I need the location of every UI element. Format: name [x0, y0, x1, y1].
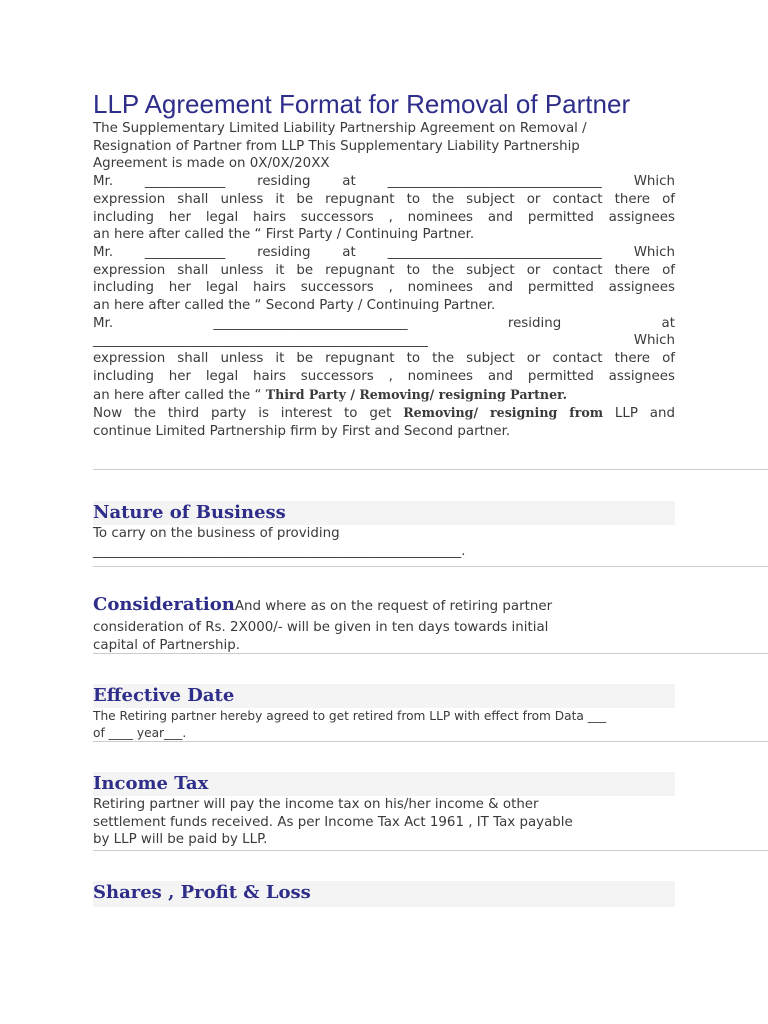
party-line: including her legal hairs successors , nominees and permitted assignees [93, 280, 675, 296]
document-body [93, 88, 675, 441]
section-heading: Effective Date [93, 685, 235, 706]
mr-label: Mr. [93, 315, 114, 331]
party-line: Mr. ____________ residing at ________________________________ Which [93, 174, 675, 190]
divider [93, 850, 768, 851]
divider [93, 469, 768, 470]
now-bold-text: Removing/ resigning from [403, 405, 604, 421]
party-line [93, 315, 675, 333]
party-line [93, 386, 675, 405]
section-text: by LLP will be paid by LLP. [93, 832, 268, 848]
section-heading: Consideration [93, 594, 235, 615]
address-blank: __________________________________________________ [93, 333, 428, 349]
section-text: Retiring partner will pay the income tax on his/her income & other [93, 797, 539, 812]
section-text: settlement funds received. As per Income Tax Act 1961 , IT Tax payable [93, 814, 573, 830]
section-text: capital of Partnership. [93, 637, 240, 653]
party-line [93, 332, 675, 350]
section-nature-of-business [93, 501, 675, 560]
third-party-paragraph [93, 315, 675, 405]
party-line: an here after called the “ Second Party / Continuing Partner. [93, 298, 496, 314]
section-text: of ____ year___. [93, 726, 187, 740]
divider [93, 566, 768, 567]
residing-label: residing [507, 315, 562, 331]
section-text: The Retiring partner hereby agreed to get retired from LLP with effect from Data ___ [93, 709, 607, 723]
now-line: continue Limited Partnership firm by First and Second partner. [93, 423, 511, 439]
intro-paragraph [93, 120, 675, 441]
section-text: To carry on the business of providing [93, 526, 340, 541]
now-text: LLP and [603, 406, 675, 422]
section-heading: Income Tax [93, 773, 209, 794]
intro-line: The Supplementary Limited Liability Partnership Agreement on Removal / [93, 121, 587, 136]
party-line: including her legal hairs successors , nominees and permitted assignees [93, 209, 675, 225]
page-title: LLP Agreement Format for Removal of Partner [93, 89, 631, 119]
party-text: an here after called the “ [93, 387, 266, 403]
second-party-paragraph [93, 244, 675, 315]
section-heading: Nature of Business [93, 502, 286, 523]
party-line: expression shall unless it be repugnant to the subject or contact there of [93, 262, 675, 278]
party-line: Mr. ____________ residing at ________________________________ Which [93, 244, 675, 260]
section-text: consideration of Rs. 2X000/- will be given in ten days towards initial [93, 620, 549, 635]
section-heading-line [93, 593, 675, 619]
section-effective-date [93, 684, 675, 742]
section-shares-profit-loss [93, 881, 675, 907]
section-consideration [93, 593, 675, 654]
now-paragraph [93, 404, 675, 440]
party-bold-text: Third Party / Removing/ resigning Partner. [265, 386, 567, 402]
section-text: And where as on the request of retiring partner [234, 599, 553, 614]
name-blank: _____________________________ [213, 315, 408, 331]
divider [93, 653, 768, 654]
now-line [93, 404, 675, 423]
section-text: _______________________________________________________. [93, 543, 466, 559]
divider [93, 741, 768, 742]
at-label: at [661, 315, 675, 331]
section-income-tax [93, 772, 675, 849]
party-line: including her legal hairs successors , nominees and permitted assignees [93, 368, 675, 384]
intro-line: Resignation of Partner from LLP This Supplementary Liability Partnership [93, 138, 580, 154]
first-party-paragraph [93, 173, 675, 244]
party-line: expression shall unless it be repugnant to the subject or contact there of [93, 191, 675, 207]
party-line: an here after called the “ First Party / Continuing Partner. [93, 227, 475, 243]
which-label: Which [633, 333, 675, 349]
party-line: expression shall unless it be repugnant to the subject or contact there of [93, 351, 675, 367]
intro-line: Agreement is made on 0X/0X/20XX [93, 156, 330, 172]
section-heading: Shares , Profit & Loss [93, 882, 311, 903]
now-text: Now the third party is interest to get [93, 406, 404, 422]
